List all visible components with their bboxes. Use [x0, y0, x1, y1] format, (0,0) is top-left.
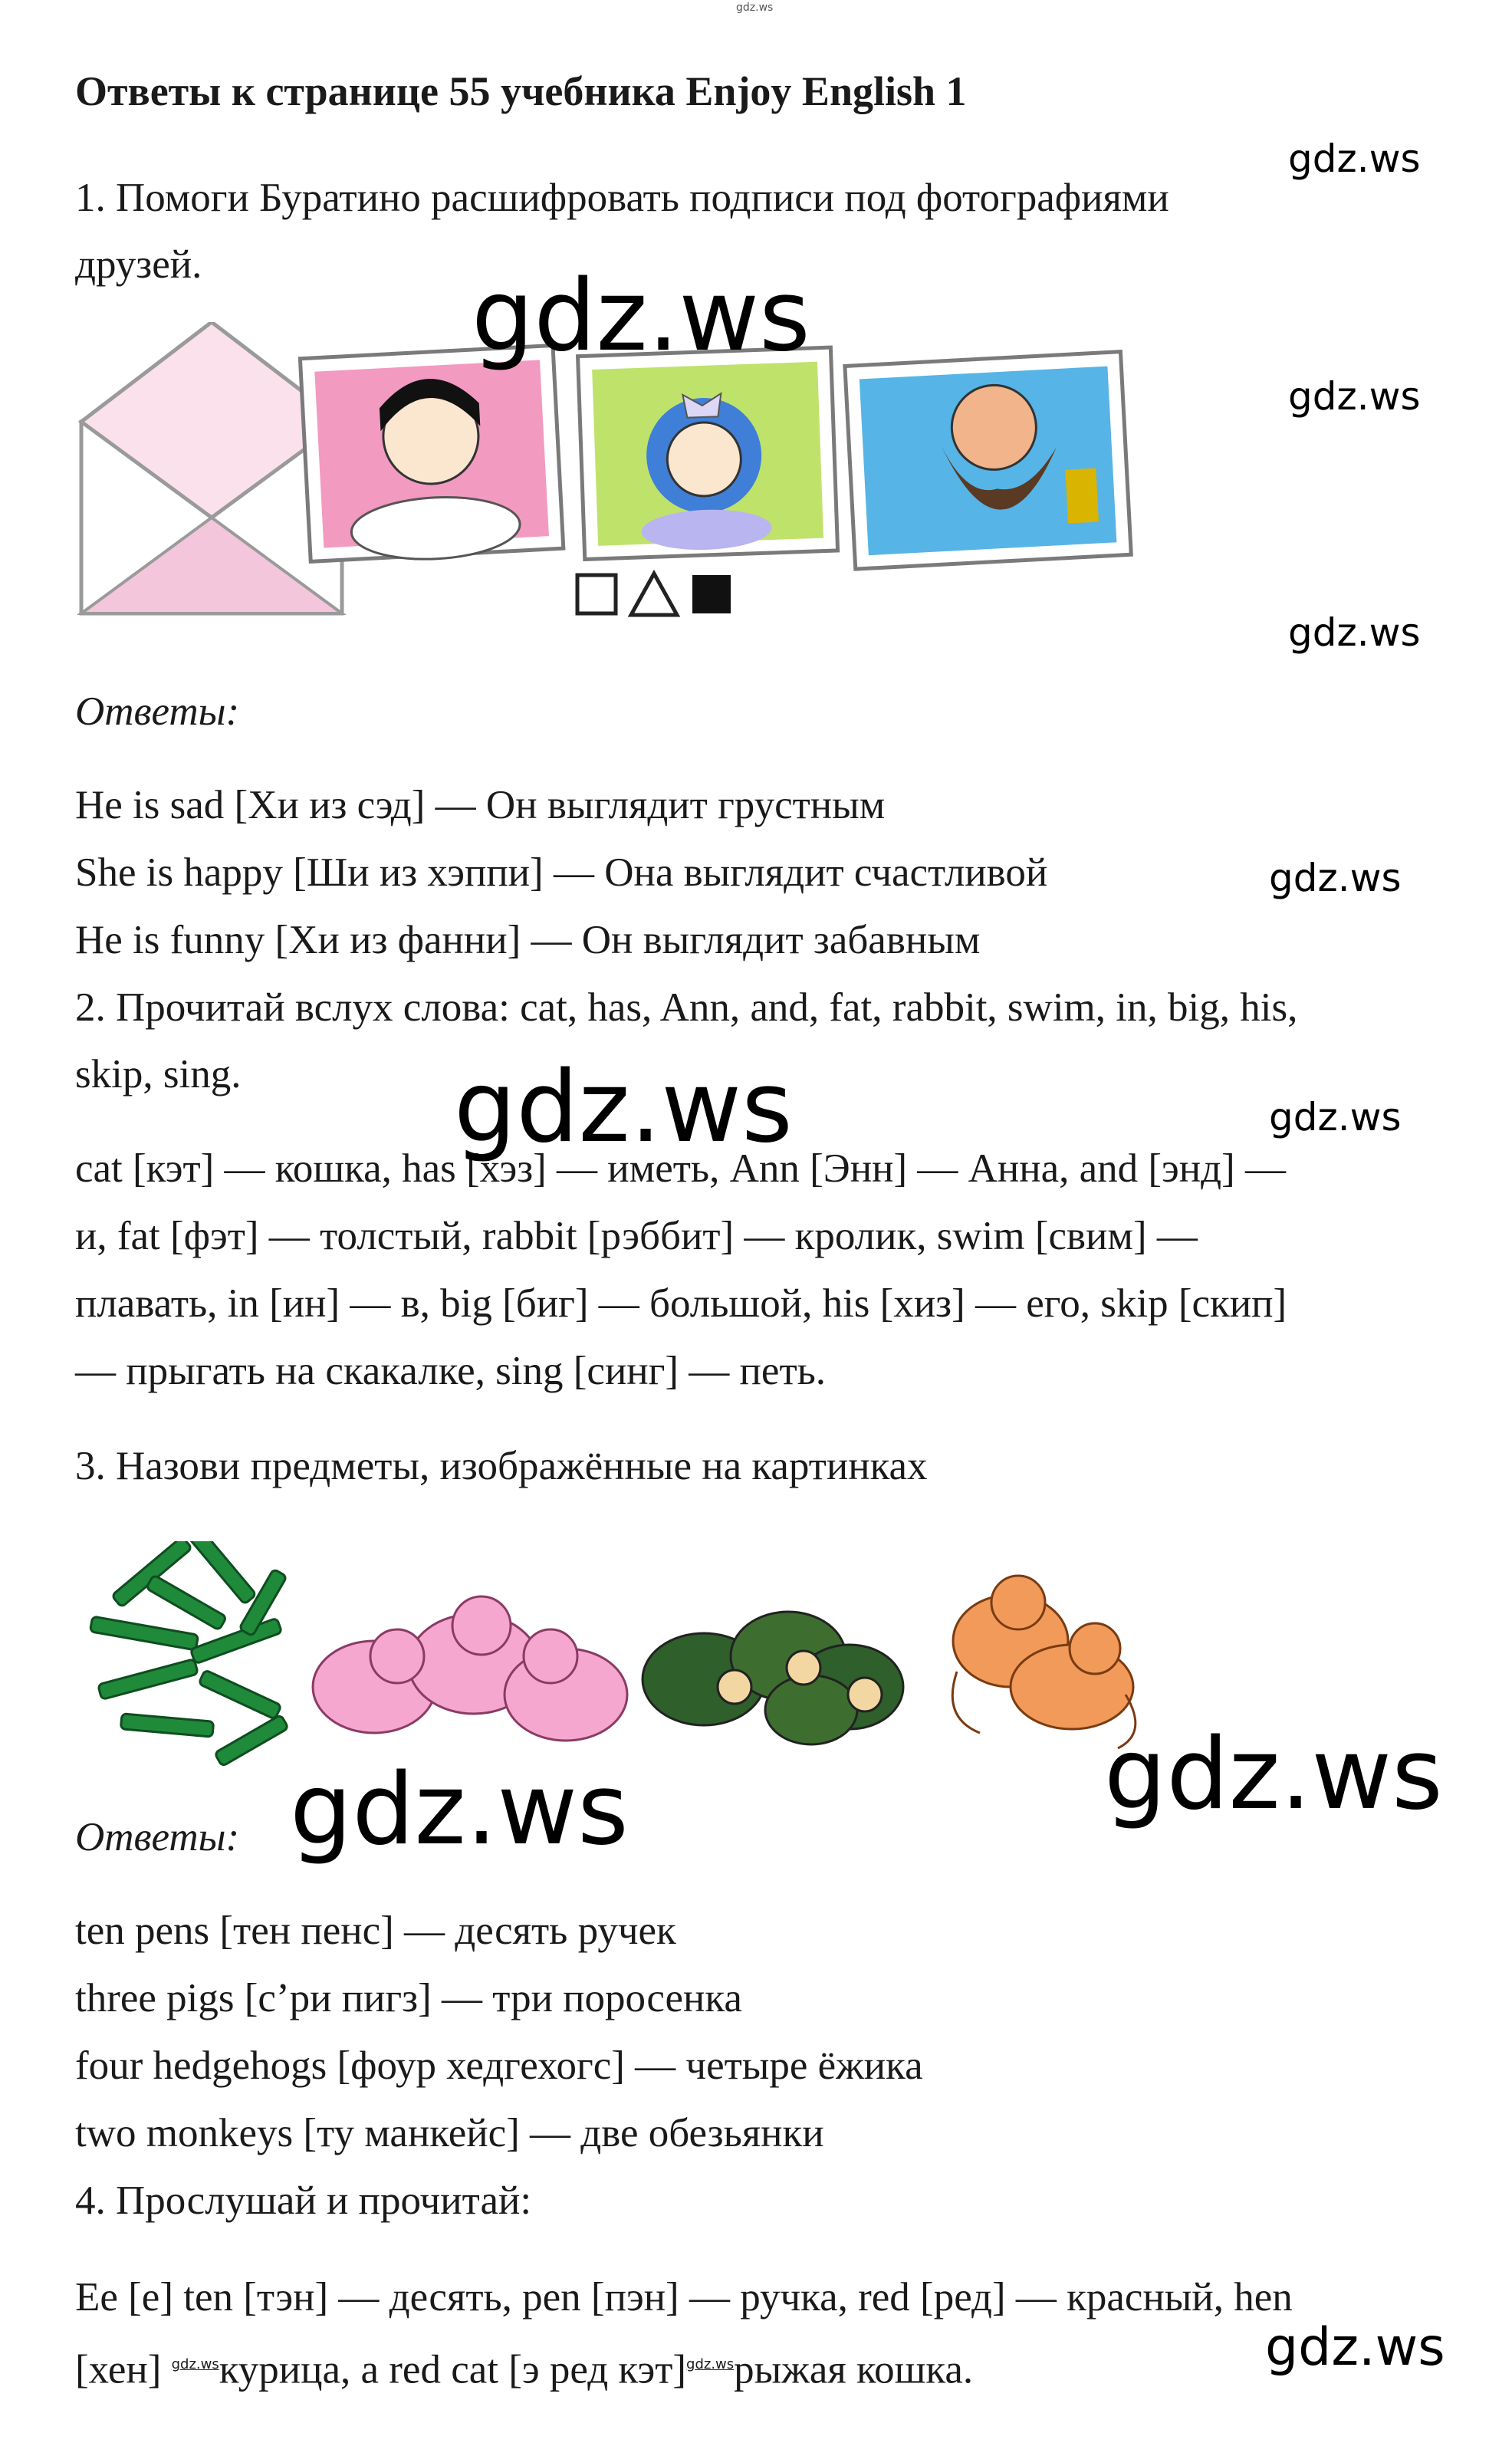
pigs-group [313, 1596, 627, 1741]
photo-karabas [845, 352, 1131, 569]
task3-answers-label: Ответы: [75, 1815, 240, 1859]
watermark-small: gdz.ws [1288, 610, 1421, 655]
task3-answer-2: three pigs [с’ри пигз] — три поросенка [75, 1976, 742, 2020]
task2-prompt-line1: 2. Прочитай вслух слова: cat, has, Ann, and, fat, rabbit, swim, in, big, his, [75, 985, 1298, 1030]
inline-watermark-2: gdz.ws [686, 2356, 735, 2372]
page-title: Ответы к странице 55 учебника Enjoy English 1 [75, 68, 967, 114]
task3-prompt: 3. Назови предметы, изображённые на картинках [75, 1444, 928, 1488]
task2-answer-line-1: cat [кэт] — кошка, has [хэз] — иметь, Ann [Энн] — Анна, and [энд] — [75, 1146, 1287, 1191]
top-watermark: gdz.ws [736, 2, 774, 14]
task2-answer-line-4: — прыгать на скакалке, sing [синг] — петь. [75, 1349, 827, 1393]
task3-answer-4: two monkeys [ту манкейс] — две обезьянки [75, 2111, 824, 2155]
watermark-large: gdz.ws [1104, 1718, 1443, 1832]
objects-illustration [75, 1541, 1172, 1771]
task3-answer-1: ten pens [тен пенс] — десять ручек [75, 1909, 676, 1953]
task2-answer-line-3: плавать, in [ин] — в, big [биг] — большой, his [хиз] — его, skip [скип] [75, 1281, 1287, 1326]
task2-answer-line-2: и, fat [фэт] — толстый, rabbit [рэббит] — кролик, swim [свим] — [75, 1214, 1198, 1258]
square-outline-icon [577, 575, 616, 613]
task3-answer-3: four hedgehogs [фоур хедгехогс] — четыре ёжика [75, 2043, 923, 2088]
inline-watermark-1: gdz.ws [171, 2356, 219, 2372]
task1-answer-3: He is funny [Хи из фанни] — Он выглядит забавным [75, 918, 981, 962]
photo-pierrot [300, 345, 564, 565]
task1-answers-label: Ответы: [75, 689, 240, 734]
task1-answer-2: She is happy [Ши из хэппи] — Она выглядит счастливой [75, 850, 1048, 895]
watermark-medium: gdz.ws [1265, 2317, 1445, 2378]
task4-prompt: 4. Прослушай и прочитай: [75, 2178, 532, 2223]
watermark-small: gdz.ws [1269, 856, 1402, 900]
shapes-row [577, 574, 731, 615]
task4-line-2 [75, 2331, 973, 2404]
watermark-large: gdz.ws [472, 259, 810, 373]
task2-prompt-line2: skip, sing. [75, 1052, 242, 1096]
task1-answer-1: He is sad [Хи из сэд] — Он выглядит грустным [75, 783, 886, 827]
task1-prompt-line2: друзей. [75, 242, 202, 287]
triangle-outline-icon [631, 574, 677, 615]
task1-prompt-line1: 1. Помоги Буратино расшифровать подписи под фотографиями [75, 176, 1169, 220]
photo-malvina [578, 347, 838, 559]
task4-line2-part-b: курица, a red cat [э ред кэт] [219, 2347, 687, 2392]
watermark-large: gdz.ws [454, 1050, 793, 1165]
watermark-small: gdz.ws [1269, 1095, 1402, 1139]
watermark-small: gdz.ws [1288, 374, 1421, 419]
watermark-small: gdz.ws [1288, 136, 1421, 181]
task4-line2-part-a: [хен] [75, 2347, 172, 2392]
task4-line-1: Ee [e] ten [тэн] — десять, pen [пэн] — ручка, red [ред] — красный, hen [75, 2275, 1293, 2320]
task4-line2-part-c: рыжая кошка. [734, 2347, 974, 2392]
pens-group [90, 1541, 288, 1767]
square-filled-icon [692, 575, 731, 613]
watermark-large: gdz.ws [290, 1753, 629, 1867]
hedgehogs-group [643, 1612, 903, 1744]
